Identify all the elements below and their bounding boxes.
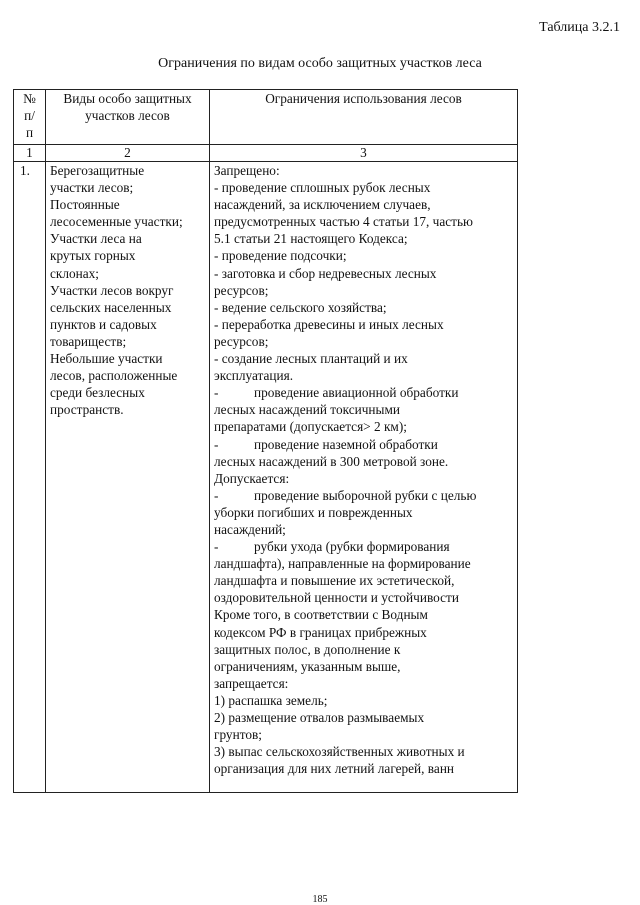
restriction-text: 1) распашка земель; xyxy=(214,692,328,708)
restriction-text: организация для них летний лагерей, ванн xyxy=(214,761,455,777)
types-line: лесов, расположенные xyxy=(50,368,178,384)
restriction-text: оздоровительной ценности и устойчивости xyxy=(214,590,459,606)
restriction-line xyxy=(214,213,513,230)
list-dash: - xyxy=(214,539,219,555)
types-line: склонах; xyxy=(50,265,100,281)
restriction-text: лесных насаждений токсичными xyxy=(214,402,401,418)
restriction-text: Запрещено: xyxy=(214,163,280,178)
types-line: пунктов и садовых xyxy=(50,316,157,332)
restriction-text: 5.1 статьи 21 настоящего Кодекса; xyxy=(214,231,408,247)
restriction-line xyxy=(214,179,513,196)
restriction-line xyxy=(214,624,513,641)
restriction-text: лесных насаждений в 300 метровой зоне. xyxy=(214,453,449,469)
list-dash: - xyxy=(214,487,219,503)
restriction-text: запрещается: xyxy=(214,675,289,691)
column-number-2: 2 xyxy=(46,145,210,162)
document-title: Ограничения по видам особо защитных участков леса xyxy=(158,56,482,71)
restriction-text: уборки погибших и поврежденных xyxy=(214,504,413,520)
restriction-text: эксплуатация. xyxy=(214,368,294,384)
restriction-line xyxy=(214,606,513,623)
restriction-line xyxy=(214,282,513,299)
restriction-text: защитных полос, в дополнение к xyxy=(214,641,401,657)
restriction-text: препаратами (допускается> 2 км); xyxy=(214,419,407,435)
header-number xyxy=(14,90,46,145)
header-number-line: п/ xyxy=(24,108,35,123)
restriction-line xyxy=(214,555,513,572)
types-line: сельских населенных xyxy=(50,299,172,315)
restriction-line xyxy=(214,709,513,726)
restriction-text: ландшафта), направленные на формирование xyxy=(214,556,471,572)
table-number: Таблица 3.2.1 xyxy=(539,20,620,35)
column-number-3: 3 xyxy=(210,145,518,162)
restriction-line xyxy=(214,726,513,743)
restriction-line xyxy=(214,641,513,658)
header-number-line: № xyxy=(23,91,36,106)
restriction-text: насаждений; xyxy=(214,521,286,537)
restriction-line xyxy=(214,367,513,384)
restriction-line xyxy=(214,230,513,247)
restriction-text: кодексом РФ в границах прибрежных xyxy=(214,624,427,640)
restriction-line xyxy=(214,470,513,487)
types-line: лесосеменные участки; xyxy=(50,214,183,230)
restriction-line xyxy=(214,401,513,418)
restriction-line xyxy=(214,162,513,179)
restriction-text: ресурсов; xyxy=(214,282,269,298)
restriction-text: ресурсов; xyxy=(214,333,269,349)
restriction-text: рубки ухода (рубки формирования xyxy=(254,539,450,555)
restriction-line xyxy=(214,350,513,367)
restriction-text: грунтов; xyxy=(214,727,262,743)
column-number-1: 1 xyxy=(14,145,46,162)
restriction-text: проведение выборочной рубки с целью xyxy=(254,487,477,503)
restriction-line xyxy=(214,333,513,350)
restriction-text: проведение наземной обработки xyxy=(254,436,438,452)
row-number: 1. xyxy=(14,162,46,793)
restriction-line xyxy=(214,589,513,606)
row-types-cell xyxy=(46,162,210,793)
types-line: Небольшие участки xyxy=(50,351,163,367)
page-number: 185 xyxy=(312,894,328,905)
restriction-text: - переработка древесины и иных лесных xyxy=(214,316,444,332)
list-dash: - xyxy=(214,436,219,452)
restriction-line xyxy=(214,572,513,589)
restriction-text: предусмотренных частью 4 статьи 17, частью xyxy=(214,214,473,230)
header-row xyxy=(14,90,518,145)
restriction-line xyxy=(214,760,513,777)
restriction-text: - проведение сплошных рубок лесных xyxy=(214,180,431,196)
restriction-text: Кроме того, в соответствии с Водным xyxy=(214,607,428,623)
restriction-line xyxy=(214,504,513,521)
restriction-text: Допускается: xyxy=(214,470,290,486)
types-line: среди безлесных xyxy=(50,385,145,401)
restriction-line xyxy=(214,743,513,760)
restriction-text: ландшафта и повышение их эстетической, xyxy=(214,573,455,589)
restriction-text: 3) выпас сельскохозяйственных животных и xyxy=(214,744,465,760)
restriction-text: - проведение подсочки; xyxy=(214,248,347,264)
types-line: пространств. xyxy=(50,402,124,418)
types-line: Участки леса на xyxy=(50,231,142,247)
restriction-text: - создание лесных плантаций и их xyxy=(214,351,408,367)
restriction-line xyxy=(214,196,513,213)
restriction-line xyxy=(214,299,513,316)
header-restrictions: Ограничения использования лесов xyxy=(210,90,518,145)
restriction-line xyxy=(214,418,513,435)
types-line: Участки лесов вокруг xyxy=(50,282,174,298)
restriction-text: 2) размещение отвалов размываемых xyxy=(214,710,425,725)
types-line: Берегозащитные xyxy=(50,163,145,178)
row-restrictions-cell xyxy=(210,162,518,793)
restrictions-table xyxy=(13,89,518,793)
types-line: Постоянные xyxy=(50,197,120,213)
restriction-line xyxy=(214,436,513,453)
restriction-text: насаждений, за исключением случаев, xyxy=(214,197,431,213)
table-row xyxy=(14,162,518,793)
list-dash: - xyxy=(214,385,219,401)
types-line: товариществ; xyxy=(50,333,127,349)
restriction-line xyxy=(214,384,513,401)
column-number-row xyxy=(14,145,518,162)
restriction-line xyxy=(214,521,513,538)
restriction-line xyxy=(214,538,513,555)
restriction-text: - заготовка и сбор недревесных лесных xyxy=(214,265,437,281)
restriction-line xyxy=(214,316,513,333)
restriction-line xyxy=(214,658,513,675)
restriction-line xyxy=(214,247,513,264)
header-number-line: п xyxy=(25,125,34,140)
restriction-line xyxy=(214,692,513,709)
restriction-text: ограничениям, указанным выше, xyxy=(214,658,401,674)
types-line: крутых горных xyxy=(50,248,136,264)
restriction-line xyxy=(214,453,513,470)
restriction-line xyxy=(214,265,513,282)
header-types: Виды особо защитных участков лесов xyxy=(46,90,210,145)
restriction-line xyxy=(214,675,513,692)
types-line: участки лесов; xyxy=(50,180,134,196)
restriction-text: - ведение сельского хозяйства; xyxy=(214,299,387,315)
restriction-text: проведение авиационной обработки xyxy=(254,385,459,401)
restriction-line xyxy=(214,487,513,504)
